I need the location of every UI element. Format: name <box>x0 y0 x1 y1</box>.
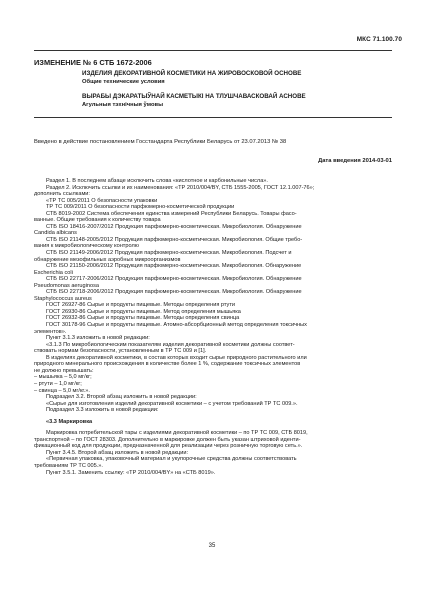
paragraph: Подраздел 3.3 изложить в новой редакции: <box>46 407 159 414</box>
paragraph: «Первичная упаковка, упаковочный материал и укупорочные средства должны соответствовать <box>46 456 297 463</box>
paragraph: ГОСТ 26927-86 Сырье и продукты пищевые. Методы определения ртути <box>46 302 236 309</box>
paragraph: фикационный код для продукции, предназначенной для реализации через розничную торговую сеть.». <box>34 443 303 450</box>
paragraph: не должно превышать: <box>34 367 94 374</box>
title-ru <box>82 70 301 86</box>
paragraph: – ртути – 1,0 мг/кг; <box>34 380 82 387</box>
paragraph: ванные. Общие требования к количеству товара <box>34 217 161 224</box>
paragraph: обнаружение мезофильных аэробных микроорганизмов <box>34 256 181 263</box>
paragraph: СТБ ISO 21150-2006/2012 Продукция парфюмерно-косметическая. Микробиология. Обнаружение <box>46 263 302 270</box>
document-body <box>34 178 394 476</box>
paragraph: вания к микробиологическому контролю <box>34 243 139 250</box>
paragraph: Маркировка потребительской тары с изделиями декоративной косметики – по ТР ТС 009, СТБ 8019, <box>46 430 308 437</box>
paragraph: ГОСТ 30178-96 Сырье и продукты пищевые. Атомно-абсорбционный метод определения токсичных <box>46 322 307 329</box>
title-by-main: ВЫРАБЫ ДЭКАРАТЫЎНАЙ КАСМЕТЫКІ НА ТЛУШЧАВАСКОВАЙ АСНОВЕ <box>82 93 306 100</box>
title-by <box>82 93 306 109</box>
title-rule <box>34 117 392 118</box>
classification-code: МКС 71.100.70 <box>356 36 402 43</box>
paragraph: природного минерального происхождения в количестве более 1 %, содержание токсичных элементов <box>34 361 301 368</box>
paragraph: В изделиях декоративной косметики, в состав которых входит сырье природного растительного или <box>46 354 307 361</box>
paragraph: СТБ ISO 21149-2006/2012 Продукция парфюмерно-косметическая. Микробиология. Подсчет и <box>46 250 292 257</box>
date-effective: Дата введения 2014-03-01 <box>318 158 392 164</box>
paragraph: – свинца – 5,0 мг/кг.». <box>34 387 90 394</box>
paragraph: ГОСТ 26930-86 Сырье и продукты пищевые. Метод определения мышьяка <box>46 308 241 315</box>
paragraph: Staphylococcus aureus <box>34 295 92 302</box>
paragraph: СТБ ISO 18416-2007/2012 Продукция парфюмерно-косметическая. Микробиология. Обнаружение <box>46 223 302 230</box>
paragraph: Пункт 3.4.5. Второй абзац изложить в новой редакции: <box>46 449 189 456</box>
amendment-title: ИЗМЕНЕНИЕ № 6 СТБ 1672-2006 <box>34 58 152 67</box>
paragraph: Пункт 3.5.1. Заменить ссылку: «ТР 2010/004/BY» на «СТБ 8019». <box>46 469 216 476</box>
paragraph: Pseudomonas aeruginosa <box>34 282 99 289</box>
paragraph: «3.1.3 По микробиологическим показателям изделия декоративной косметики должны соответ- <box>46 341 295 348</box>
paragraph: ГОСТ 26932-86 Сырье и продукты пищевые. Методы определения свинца <box>46 315 240 322</box>
paragraph: ТР ТС 009/2011 О безопасности парфюмерно-косметической продукции <box>46 204 235 211</box>
paragraph: транспортной – по ГОСТ 28303. Дополнительно в маркировке должен быть указан штриховой иденти- <box>34 436 301 443</box>
paragraph: ствовать нормам безопасности, установленным в ТР ТС 009 и [1]. <box>34 348 207 355</box>
paragraph: требованиям ТР ТС 005.». <box>34 462 103 469</box>
paragraph: элементов». <box>34 328 67 335</box>
paragraph: – мышьяка – 5,0 мг/кг; <box>34 374 92 381</box>
paragraph: Подраздел 3.2. Второй абзац изложить в новой редакции: <box>46 394 197 401</box>
paragraph: Пункт 3.1.3 изложить в новой редакции: <box>46 335 150 342</box>
paragraph: Candida albicans <box>34 230 77 237</box>
paragraph: «ТР ТС 005/2011 О безопасности упаковки <box>46 197 158 204</box>
section-heading: «3.3 Маркировка <box>46 418 93 425</box>
intro-text: Введено в действие постановлением Госстандарта Республики Беларусь от 23.07.2013 № 38 <box>34 139 287 145</box>
paragraph: СТБ 8019-2002 Система обеспечения единства измерений Республики Беларусь. Товары фасо- <box>46 210 297 217</box>
paragraph: «Сырье для изготовления изделий декоративной косметики – с учетом требований ТР ТС 009.». <box>46 400 298 407</box>
paragraph: Раздел 2. Исключить ссылки и их наименования: «ТР 2010/004/BY, СТБ 1555-2005, ГОСТ 12.1.007-76»; <box>46 184 315 191</box>
paragraph: СТБ ISO 22718-2006/2012 Продукция парфюмерно-косметическая. Микробиология. Обнаружение <box>46 289 302 296</box>
title-ru-main: ИЗДЕЛИЯ ДЕКОРАТИВНОЙ КОСМЕТИКИ НА ЖИРОВОСКОВОЙ ОСНОВЕ <box>82 70 302 77</box>
paragraph: Раздел 1. В последнем абзаце исключить слова «кислотное и карбонильные числа». <box>46 178 268 184</box>
top-rule <box>34 50 392 51</box>
title-ru-sub: Общие технические условия <box>82 79 165 85</box>
paragraph: Escherichia coli <box>34 269 73 276</box>
page-number: 35 <box>208 543 216 549</box>
title-by-sub: Агульныя тэхнічныя ўмовы <box>82 102 164 108</box>
paragraph: СТБ ISO 21148-2005/2012 Продукция парфюмерно-косметическая. Микробиология. Общие требо- <box>46 236 303 243</box>
paragraph: дополнить ссылками: <box>34 191 90 198</box>
paragraph: СТБ ISO 22717-2006/2012 Продукция парфюмерно-косметическая. Микробиология. Обнаружение <box>46 276 302 283</box>
